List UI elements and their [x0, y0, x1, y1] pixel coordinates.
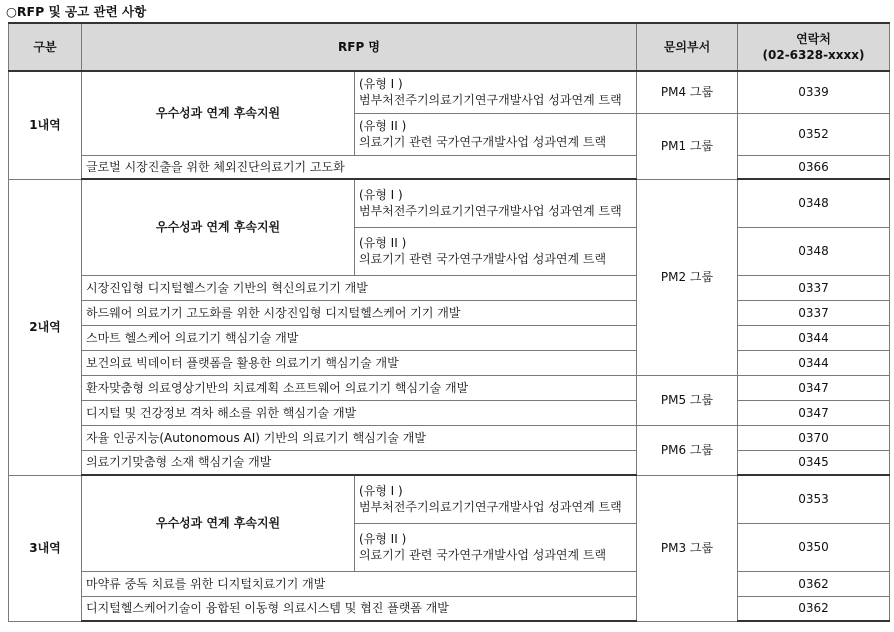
type-desc: 의료기기 관련 국가연구개발사업 성과연계 트랙: [359, 548, 607, 562]
table-row: [9, 400, 890, 425]
dept-cell: PM6 그룹: [637, 425, 738, 475]
rfp-name-cell: 보건의료 빅데이터 플랫폼을 활용한 의료기기 핵심기술 개발: [82, 350, 637, 375]
rfp-name-cell: 스마트 헬스케어 의료기기 핵심기술 개발: [82, 325, 637, 350]
contact-cell: 0348: [738, 227, 890, 275]
contact-cell: 0337: [738, 300, 890, 325]
table-row: [9, 596, 890, 621]
region-1: 1내역: [9, 71, 82, 179]
header-contact-label: 연락처: [796, 32, 831, 46]
rfp-name-cell: 의료기기맞춤형 소재 핵심기술 개발: [82, 450, 637, 475]
header-dept: 문의부서: [637, 23, 738, 71]
type-label: (유형 II ): [359, 236, 407, 250]
excellence-label: 우수성과 연계 후속지원: [82, 71, 355, 155]
type-desc: 의료기기 관련 국가연구개발사업 성과연계 트랙: [359, 135, 607, 149]
table-header-row: [9, 23, 890, 71]
dept-cell: PM3 그룹: [637, 475, 738, 621]
table-row: [9, 350, 890, 375]
contact-cell: 0345: [738, 450, 890, 475]
table-row: [9, 571, 890, 596]
contact-cell: 0353: [738, 475, 890, 523]
contact-cell: 0344: [738, 325, 890, 350]
table-row: [9, 300, 890, 325]
type-desc: 범부처전주기의료기기연구개발사업 성과연계 트랙: [359, 500, 622, 515]
contact-cell: 0347: [738, 400, 890, 425]
type-desc: 범부처전주기의료기기연구개발사업 성과연계 트랙: [359, 93, 622, 108]
rfp-name-cell: 디지털헬스케어기술이 융합된 이동형 의료시스템 및 협진 플랫폼 개발: [82, 596, 637, 621]
table-row: [9, 375, 890, 400]
excellence-label: 우수성과 연계 후속지원: [82, 475, 355, 571]
dept-cell: PM4 그룹: [637, 71, 738, 113]
rfp-name-cell: 하드웨어 의료기기 고도화를 위한 시장진입형 디지털헬스케어 기기 개발: [82, 300, 637, 325]
excellence-label: 우수성과 연계 후속지원: [82, 179, 355, 275]
type-label: (유형 II ): [359, 532, 407, 546]
table-row: [9, 155, 890, 179]
dept-cell: PM1 그룹: [637, 113, 738, 179]
rfp-name-cell: 자율 인공지능(Autonomous AI) 기반의 의료기기 핵심기술 개발: [82, 425, 637, 450]
rfp-name-cell: 글로벌 시장진출을 위한 체외진단의료기기 고도화: [82, 155, 637, 179]
contact-cell: 0350: [738, 523, 890, 571]
dept-cell: PM5 그룹: [637, 375, 738, 425]
rfp-name-cell: 마약류 중독 치료를 위한 디지털치료기기 개발: [82, 571, 637, 596]
dept-cell: PM2 그룹: [637, 179, 738, 375]
header-rfp-name: RFP 명: [82, 23, 637, 71]
table-row: [9, 71, 890, 113]
table-row: [9, 275, 890, 300]
region-2: 2내역: [9, 179, 82, 475]
contact-cell: 0352: [738, 113, 890, 155]
type1-cell: [355, 475, 637, 523]
type-label: (유형 I ): [359, 484, 403, 499]
type-desc: 범부처전주기의료기기연구개발사업 성과연계 트랙: [359, 204, 622, 219]
contact-cell: 0337: [738, 275, 890, 300]
table-row: [9, 475, 890, 523]
type1-cell: [355, 71, 637, 113]
contact-cell: 0347: [738, 375, 890, 400]
table-row: [9, 325, 890, 350]
rfp-table: [8, 22, 890, 622]
type2-cell: [355, 523, 637, 571]
type1-cell: [355, 179, 637, 227]
table-row: [9, 450, 890, 475]
type2-cell: [355, 227, 637, 275]
type-label: (유형 II ): [359, 119, 407, 133]
page-title: ○RFP 및 공고 관련 사항: [6, 4, 147, 19]
table-row: [9, 425, 890, 450]
rfp-name-cell: 환자맞춤형 의료영상기반의 치료계획 소프트웨어 의료기기 핵심기술 개발: [82, 375, 637, 400]
contact-cell: 0366: [738, 155, 890, 179]
contact-cell: 0362: [738, 596, 890, 621]
type-desc: 의료기기 관련 국가연구개발사업 성과연계 트랙: [359, 252, 607, 266]
rfp-name-cell: 디지털 및 건강정보 격차 해소를 위한 핵심기술 개발: [82, 400, 637, 425]
contact-cell: 0370: [738, 425, 890, 450]
contact-cell: 0339: [738, 71, 890, 113]
header-contact: [738, 23, 890, 71]
header-contact-number: (02-6328-xxxx): [762, 48, 865, 62]
rfp-name-cell: 시장진입형 디지털헬스기술 기반의 혁신의료기기 개발: [82, 275, 637, 300]
region-3: 3내역: [9, 475, 82, 621]
contact-cell: 0362: [738, 571, 890, 596]
contact-cell: 0348: [738, 179, 890, 227]
type2-cell: [355, 113, 637, 155]
type-label: (유형 I ): [359, 77, 403, 92]
type-label: (유형 I ): [359, 188, 403, 203]
contact-cell: 0344: [738, 350, 890, 375]
table-row: [9, 179, 890, 227]
header-category: 구분: [9, 23, 82, 71]
